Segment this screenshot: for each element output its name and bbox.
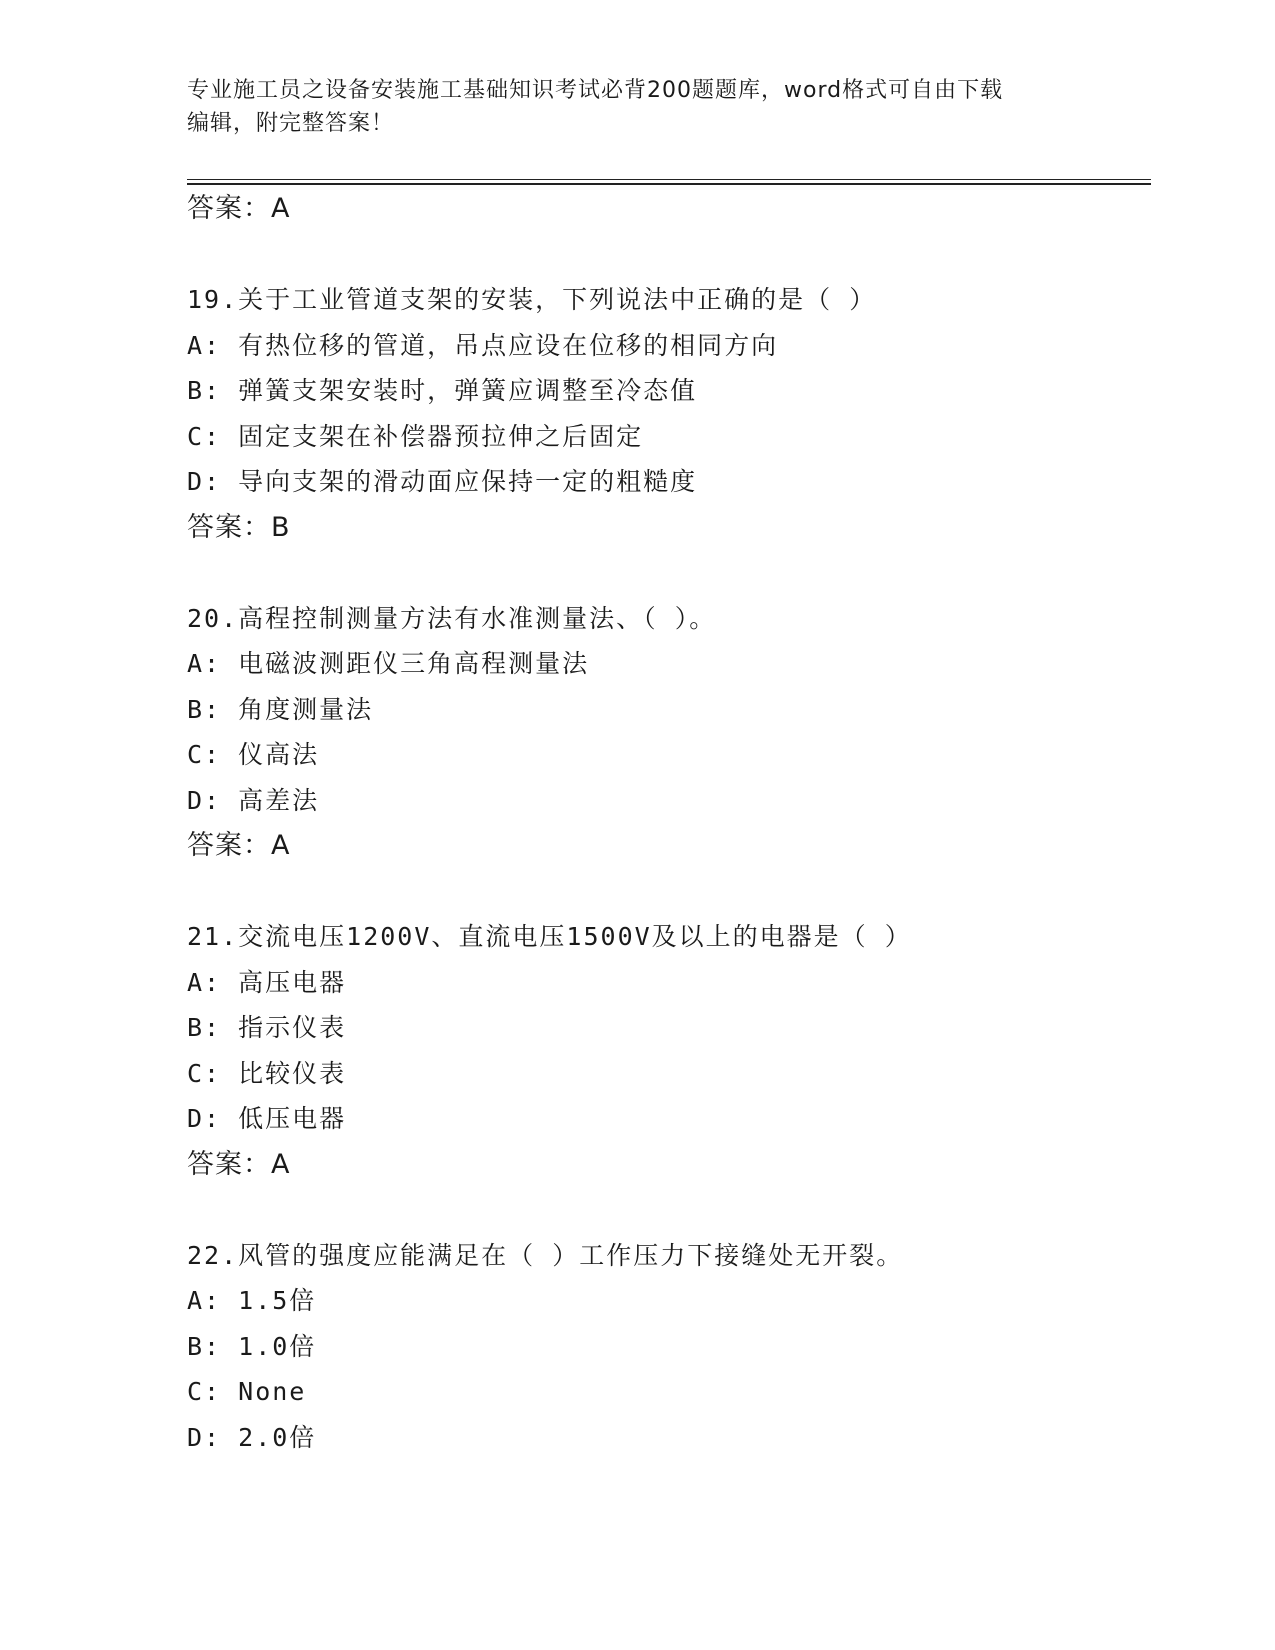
option-a: A: 1.5倍 [187, 1286, 317, 1315]
question-block [187, 1233, 1127, 1461]
option-b: B: 角度测量法 [187, 694, 374, 724]
question-stem: 19.关于工业管道支架的安装，下列说法中正确的是（ ） [187, 285, 877, 314]
option-d: D: 2.0倍 [187, 1422, 317, 1452]
option-b: B: 弹簧支架安装时，弹簧应调整至冷态值 [187, 376, 698, 405]
question-block [187, 914, 1127, 1187]
option-a: A: 电磁波测距仪三角高程测量法 [187, 649, 590, 678]
question-stem: 20.高程控制测量方法有水准测量法、（ ）。 [187, 603, 717, 633]
question-list [187, 186, 1127, 1460]
spacer [187, 1187, 1127, 1233]
option-d: D: 高差法 [187, 785, 320, 815]
header-line-2: 编辑，附完整答案！ [187, 111, 395, 136]
document-header [187, 74, 1067, 140]
spacer [187, 550, 1127, 596]
option-a: A: 有热位移的管道，吊点应设在位移的相同方向 [187, 330, 779, 360]
header-divider-thin [187, 179, 1151, 180]
spacer [187, 232, 1127, 278]
question-stem: 21.交流电压1200V、直流电压1500V及以上的电器是（ ） [187, 922, 912, 951]
header-line-1: 专业施工员之设备安装施工基础知识考试必背200题题库，word格式可自由下载 [187, 78, 1004, 103]
answer-line: 答案：A [187, 1148, 291, 1180]
answer-line: 答案：A [187, 830, 291, 861]
option-d: D: 低压电器 [187, 1104, 347, 1133]
answer-line: 答案：B [187, 511, 291, 543]
option-b: B: 指示仪表 [187, 1013, 347, 1042]
option-c: C: None [187, 1377, 307, 1406]
option-d: D: 导向支架的滑动面应保持一定的粗糙度 [187, 467, 698, 496]
question-block [187, 596, 1127, 869]
answer-line: 答案：A [187, 193, 291, 224]
question-stem: 22.风管的强度应能满足在（ ）工作压力下接缝处无开裂。 [187, 1240, 904, 1270]
option-c: C: 比较仪表 [187, 1058, 347, 1088]
option-c: C: 仪高法 [187, 740, 320, 769]
option-a: A: 高压电器 [187, 967, 347, 997]
option-c: C: 固定支架在补偿器预拉伸之后固定 [187, 421, 644, 451]
option-b: B: 1.0倍 [187, 1331, 317, 1361]
header-divider-thick [187, 183, 1151, 185]
spacer [187, 869, 1127, 915]
question-block [187, 277, 1127, 550]
